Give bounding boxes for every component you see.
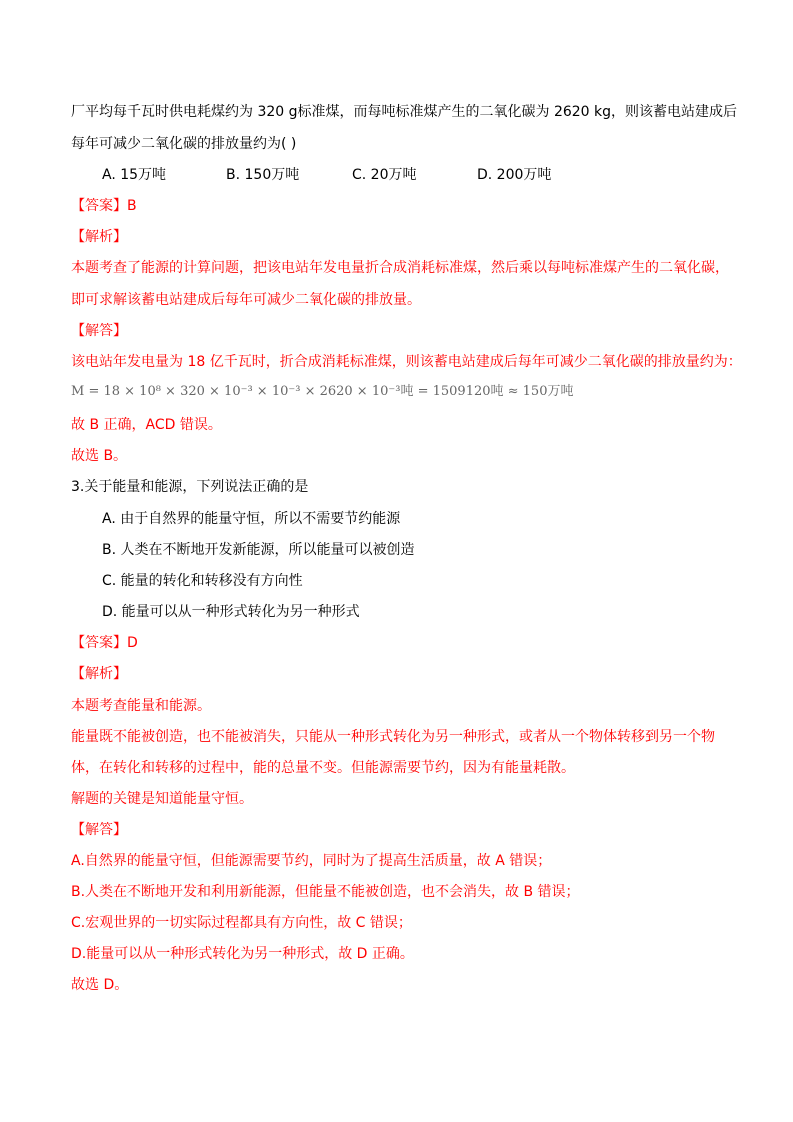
q2-analysis-label: 【解析】 [71,229,127,245]
q2-option-b: B. 150万吨 [226,167,300,183]
q2-stem-line2: 每年可减少二氧化碳的排放量约为( ) [71,136,297,152]
q2-analysis-line1: 本题考查了能源的计算问题，把该电站年发电量折合成消耗标准煤，然后乘以每吨标准煤产生的二氧化碳， [71,260,729,276]
q3-solution-label: 【解答】 [71,822,127,838]
q3-option-a: A. 由于自然界的能量守恒，所以不需要节约能源 [102,511,401,527]
q2-choose: 故选 B。 [71,448,128,464]
q3-analysis-line3: 体，在转化和转移的过程中，能的总量不变。但能源需要节约，因为有能量耗散。 [71,760,575,776]
q2-option-a: A. 15万吨 [102,167,167,183]
q3-solution-line-a: A.自然界的能量守恒，但能源需要节约，同时为了提高生活质量，故 A 错误； [71,853,552,869]
q3-analysis-line2: 能量既不能被创造，也不能被消失，只能从一种形式转化为另一种形式，或者从一个物体转移到另一个物 [71,729,715,745]
q3-answer: 【答案】D [71,635,138,651]
q2-solution-line1: 该电站年发电量为 18 亿千瓦时，折合成消耗标准煤，则该蓄电站建成后每年可减少二氧化碳的排放量约为： [71,354,742,370]
q3-analysis-line4: 解题的关键是知道能量守恒。 [71,791,253,807]
q3-option-b: B. 人类在不断地开发新能源，所以能量可以被创造 [102,542,415,558]
q3-analysis-label: 【解析】 [71,666,127,682]
q3-choose: 故选 D。 [71,977,129,993]
q2-analysis-line2: 即可求解该蓄电站建成后每年可减少二氧化碳的排放量。 [71,292,421,308]
q3-option-d: D. 能量可以从一种形式转化为另一种形式 [102,604,360,620]
q3-solution-line-b: B.人类在不断地开发和利用新能源，但能量不能被创造，也不会消失，故 B 错误； [71,884,580,900]
q2-option-d: D. 200万吨 [477,167,552,183]
q3-solution-line-c: C.宏观世界的一切实际过程都具有方向性，故 C 错误； [71,915,412,931]
q3-stem: 3.关于能量和能源，下列说法正确的是 [71,479,309,495]
q2-option-c: C. 20万吨 [352,167,417,183]
q3-analysis-line1: 本题考查能量和能源。 [71,698,211,714]
q3-option-c: C. 能量的转化和转移没有方向性 [102,573,303,589]
q2-answer: 【答案】B [71,198,137,214]
q2-solution-label: 【解答】 [71,323,127,339]
q3-solution-line-d: D.能量可以从一种形式转化为另一种形式，故 D 正确。 [71,946,414,962]
q2-stem-line1: 厂平均每千瓦时供电耗煤约为 320 g标准煤，而每吨标准煤产生的二氧化碳为 2620 kg，则该蓄电站建成后 [71,104,738,120]
q2-conclusion: 故 B 正确，ACD 错误。 [71,417,222,433]
q2-formula: M = 18 × 10⁸ × 320 × 10⁻³ × 10⁻³ × 2620 × 10⁻³吨 = 1509120吨 ≈ 150万吨 [71,384,574,399]
